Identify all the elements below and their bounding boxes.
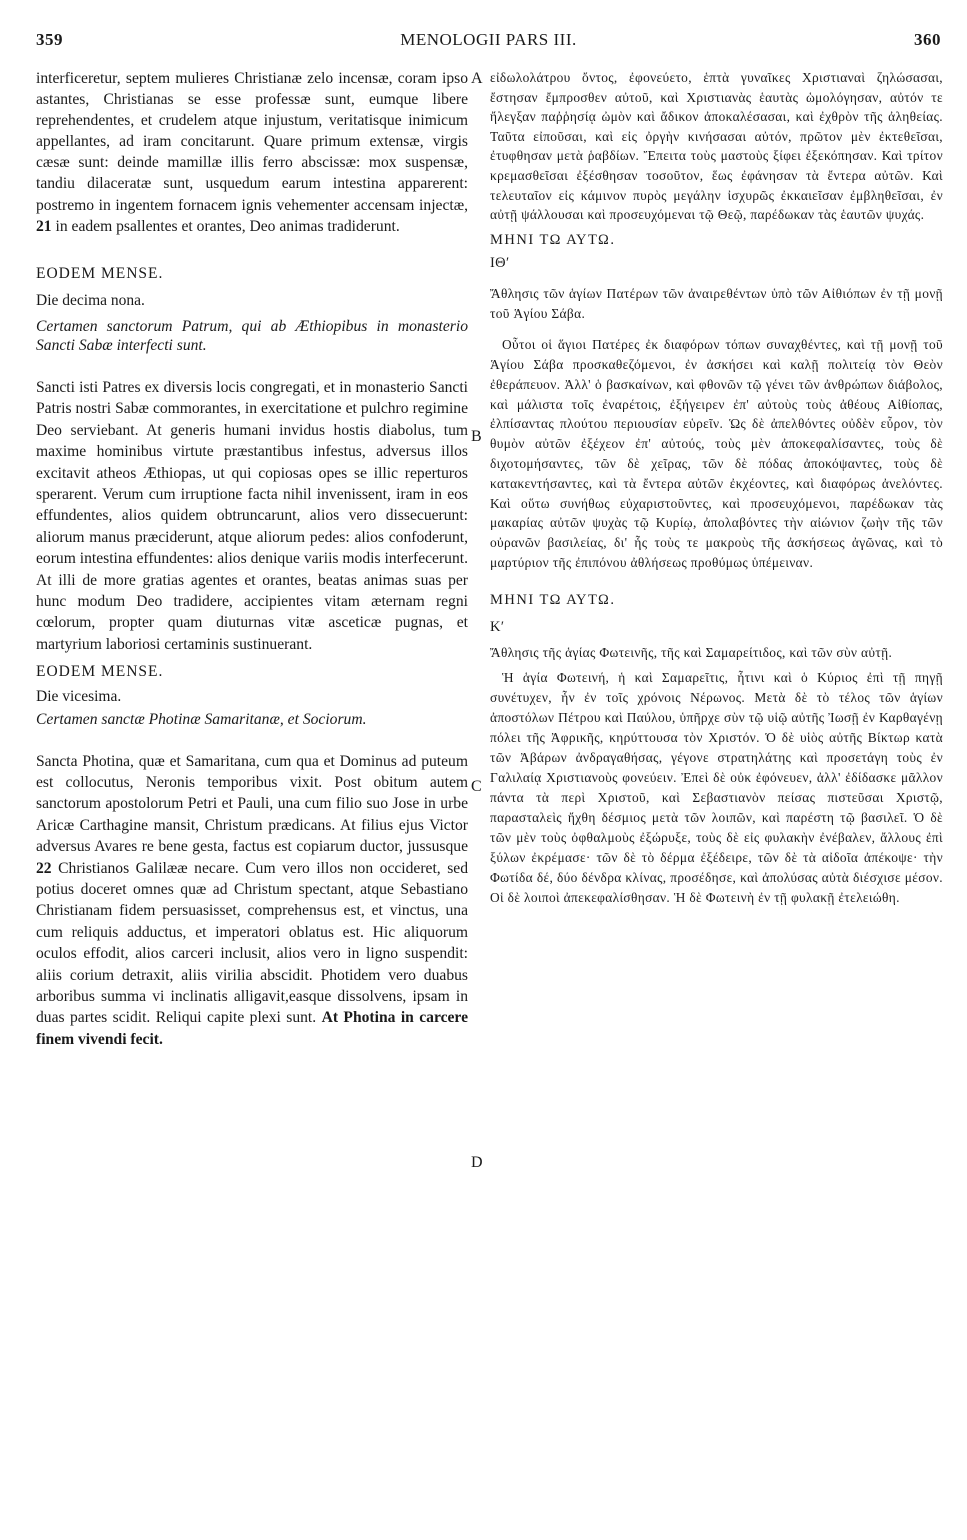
latin-heading-title-2: Certamen sanctæ Photinæ Samaritanæ, et Sociorum. [36,711,367,729]
greek-heading-mense-1: ΜΗΝΙ ΤΩ ΑΥΤΩ. [490,231,616,248]
latin-heading-mense-1: EODEM MENSE. [36,264,164,282]
margin-letter-c: C [471,778,482,795]
greek-column [490,68,943,908]
running-title: MENOLOGII PARS III. [400,30,577,49]
latin-paragraph-2: Sancti isti Patres ex diversis locis congregati, et in monasterio Sancti Patris nostri Sabæ commorantes, in exercitatione et pulchro regimine Deo serviebant. At generis humani invidus hostis diabolus, tum maxime hominibus virtute præstantibus infestus, adversus illos excitavit atheos Æthiopas, ut qui copiosas opes se illic reperturos sperarent. Verum cum irruptione facta nihil invenissent, iram in eos effundentes, alios quidem obtruncarunt, alios vero dissecuerunt: aliorum manus præciderunt, atque aliorum pedes: alios confoderunt, eorum intestina effundentes: alios denique variis modis interfecerunt. At illi de more gratias agentes et orantes, beatas animas suas per hunc modum Deo tradidere, accipientes vitam æternam regni cœlorum, propter quam diuturnas vitæ asceticæ pugnas, et martyrium laboriosi certaminis sustinuerant. [36,378,468,653]
margin-letter-d: D [471,1154,483,1171]
latin-paragraph-1 [36,68,468,237]
greek-paragraph-1: εἰδωλολάτρου ὄντος, ἐφονεύετο, ἑπτὰ γυναῖκες Χριστιαναὶ ζηλώσασαι, ἔστησαν ἔμπροσθεν αὐτοῦ, καὶ Χριστιανὰς ἑαυτὰς ὡμολόγησαν, αὐτόν τε ἤλεγξαν παῤῥησίᾳ ὠμὸν καὶ ἄδικον ἀποκαλέσασαι, καὶ ἐχθρὸν τῆς ἀληθείας. Ταῦτα εἰποῦσαι, καὶ εἰς ὀργὴν κινήσασαι αὐτόν, πρῶτον μὲν ἐκτεθεῖσαι, ἐτυφθησαν μετὰ ῥαβδίων. Ἔπειτα τοὺς μαστοὺς ξίφει ἐξεκόπησαν. Καὶ τρίτον κρεμασθεῖσαι ἐξέσθησαν τοσοῦτον, ἕως ἐφάνησαν τὰ ἔντερα αὐτῶν. Καὶ τελευταῖον εἰς κάμινον πυρὸς μεγάλην ἰσχυρῶς ἐκκαιεῖσαν ἐμβληθεῖσαι, ἐν αὐτῇ ψάλλουσαι καὶ προσευχόμεναι τῷ Θεῷ, παρέδωκαν τὰς ἑαυτῶν ψυχάς. [490,70,943,223]
greek-paragraph-2: Οὗτοι οἱ ἅγιοι Πατέρες ἐκ διαφόρων τόπων συναχθέντες, καὶ τῇ μονῇ τοῦ Ἁγίου Σάβα προσκαθεζόμενοι, ἐν ἀσκήσει καὶ καλῇ πολιτείᾳ τὸν Θεὸν ἐθεράπευον. Ἀλλ' ὁ βασκαίνων, καὶ φθονῶν τῷ γένει τῶν ἀνθρώπων διάβολος, καὶ μάλιστα τοῖς ἐναρέτοις, ἐξήγειρεν ἐπ' αὐτοὺς τοὺς ἀθέους Αἰθίοπας, ἐλπίσαντας πλούτου περιουσίαν εὑρεῖν. Ὡς δὲ ἀπελθόντες οὐδὲν εὗρον, τὸν θυμὸν αὐτῶν ἐξέχεον ἐπ' αὐτούς, τοὺς μὲν ἀποκεφαλίσαντες, τοὺς δὲ διχοτομήσαντες, τῶν δὲ χεῖρας, τῶν δὲ πόδας ἀποκόψαντες, τοὺς δὲ κατακεντήσαντες, καὶ τὰ ἔντερα αὐτῶν ἐκχέοντες, καὶ διαφόρως ἀνελόντες. Καὶ οὕτω συνήθως εὐχαριστοῦντες, καὶ προσευχόμενοι, παρέδωκαν τὰς μακαρίας αὐτῶν ψυχὰς τῷ Κυρίῳ, ἀπολαβόντες τὴν αἰώνιον ζωὴν τῆς τῶν οὐρανῶν βασιλείας, δι' ἧς τοὺς τε μακροὺς τῆς ἀσκήσεως ἀγῶνας, καὶ τὸ μαρτύριον τῆς ἐπιπόνου ἀθλήσεως προθύμως ὑπέμειναν. [490,337,943,570]
left-page-number: 359 [36,30,63,49]
latin-heading-day-2: Die vicesima. [36,688,122,706]
margin-letter-b: B [471,428,482,445]
greek-heading-day-1: ΙΘʹ [490,255,510,272]
latin-verse-number-22: 22 [36,859,52,877]
greek-paragraph-3: Ἡ ἁγία Φωτεινή, ἡ καὶ Σαμαρεῖτις, ἧτινι καὶ ὁ Κύριος ἐπὶ τῇ πηγῇ συνέτυχεν, ἦν ἐν τοῖς χρόνοις Νέρωνος. Μετὰ δὲ τὸ τέλος τῶν ἁγίων ἀποστόλων Πέτρου καὶ Παύλου, ὑπῆρχε σὺν τῷ υἱῷ αὐτῆς Ἰωσῇ ἐν Καρθαγένῃ πόλει τῆς Ἀφρικῆς, κηρύττουσα τὸν Χριστόν. Ὁ δὲ υἱὸς αὐτῆς Βίκτωρ κατὰ τῶν Ἀβάρων ἀνδραγαθήσας, γέγονε στρατηλάτης καὶ προσετάγη τοὺς ἐν Γαλιλαίᾳ Χριστιανοὺς φονεύειν. Ἐπεὶ δὲ οὐκ ἐφόνευεν, ἀλλ' ἐδίδασκε μᾶλλον πάντα τὰ περὶ Χριστοῦ, καὶ Σεβαστιανὸν πείσας πιστεῦσαι Χριστῷ, παρασταλεὶς ἤχθη δέσμιος μετὰ τῶν λοιπῶν, καὶ παρέστη τῷ βασιλεῖ. Ὁ δὲ τῶν μὲν τοὺς ὀφθαλμοὺς ἐξώρυξε, τοὺς δὲ εἰς φυλακὴν ἐνέβαλεν, ἄλλους ἐπὶ ξύλων ἐκρέμασε· τῶν δὲ τὸ δέρμα ἐξέδειρε, τῶν δὲ τὰ αἰδοῖα ἀπέκοψε· τὴν Φωτίδα δέ, δύο δένδρα κλίνας, προσέδησε, καὶ ἀπολύσας αὐτὰ διέσχισε μέσον. Οἱ δὲ λοιποὶ ἀπεκεφαλίσθησαν. Ἡ δὲ Φωτεινὴ ἐν τῇ φυλακῇ ἐτελειώθη. [490,669,943,905]
latin-heading-mense-2: EODEM MENSE. [36,663,164,681]
latin-column [36,68,468,1050]
latin-paragraph-3 [36,751,468,1051]
latin-heading-title-1: Certamen sanctorum Patrum, qui ab Æthiopibus in monasterio Sancti Sabæ interfecti sunt. [36,317,468,354]
greek-heading-mense-2: ΜΗΝΙ ΤΩ ΑΥΤΩ. [490,591,616,608]
greek-heading-title-1: Ἄθλησις τῶν ἁγίων Πατέρων τῶν ἀναιρεθέντων ὑπὸ τῶν Αἰθιόπων ἐν τῇ μονῇ τοῦ Ἁγίου Σάβα. [490,285,943,321]
greek-heading-day-2: Κʹ [490,619,505,636]
running-head [36,30,941,56]
latin-p1-text: interficeretur, septem mulieres Christianæ zelo incensæ, coram ipso astantes, Christianas se esse professæ sunt, eumque libere reprehendentes, et crudelem atque injustum, veritatisque inimicum appellantes, ad iram concitarunt. Quare primum extensæ, virgis cæsæ sunt: deinde mamillæ illis ferro abscissæ: mox suspensæ, tandiu dilaceratæ sunt, usquedum earum intestina apparerent: postremo in ingentem fornacem ignis vehementer accensam injectæ, [36,70,468,214]
latin-verse-number-21: 21 [36,217,52,235]
latin-p3-end: At Photina in carcere finem vivendi fecit. [36,1009,468,1048]
margin-letter-a: A [471,70,483,87]
latin-p3-text-a: Sancta Photina, quæ et Samaritana, cum qua et Dominus ad puteum est collocutus, Neronis temporibus vixit. Post obitum autem sanctorum apostolorum Petri et Pauli, una cum filio suo Jose in urbe Aricæ Carthagine mansit, Christum prædicans. At filius ejus Victor adversus Avares re bene gesta, factus est copiarum ductor, jussusque [36,752,468,856]
latin-p1-end: in eadem psallentes et orantes, Deo animas tradiderunt. [55,217,400,235]
right-page-number: 360 [914,30,941,49]
latin-heading-day-1: Die decima nona. [36,291,145,309]
greek-heading-title-2: Ἄθλησις τῆς ἁγίας Φωτεινῆς, τῆς καὶ Σαμαρείτιδος, καὶ τῶν σὺν αὐτῇ. [490,644,893,660]
latin-p3-text-b: Christianos Galilææ necare. Cum vero illos non occideret, sed potius doceret omnes quæ ad Christum spectant, atque Sebastiano Christianam fidem persuasisset, comprehensus est, et vinctus, una cum reliquis adductus, et imperatori oblatus est. Hic aliquorum oculos effodit, alios carceri inclusit, alios vero in ligno suspendit: aliis corium detraxit, aliis virilia abscidit. Photidem vero duabus arboribus summa vi inclinatis alligavit,easque dissolvens, ipsam in duas partes scidit. Reliqui capite plexi sunt. [36,859,468,1027]
